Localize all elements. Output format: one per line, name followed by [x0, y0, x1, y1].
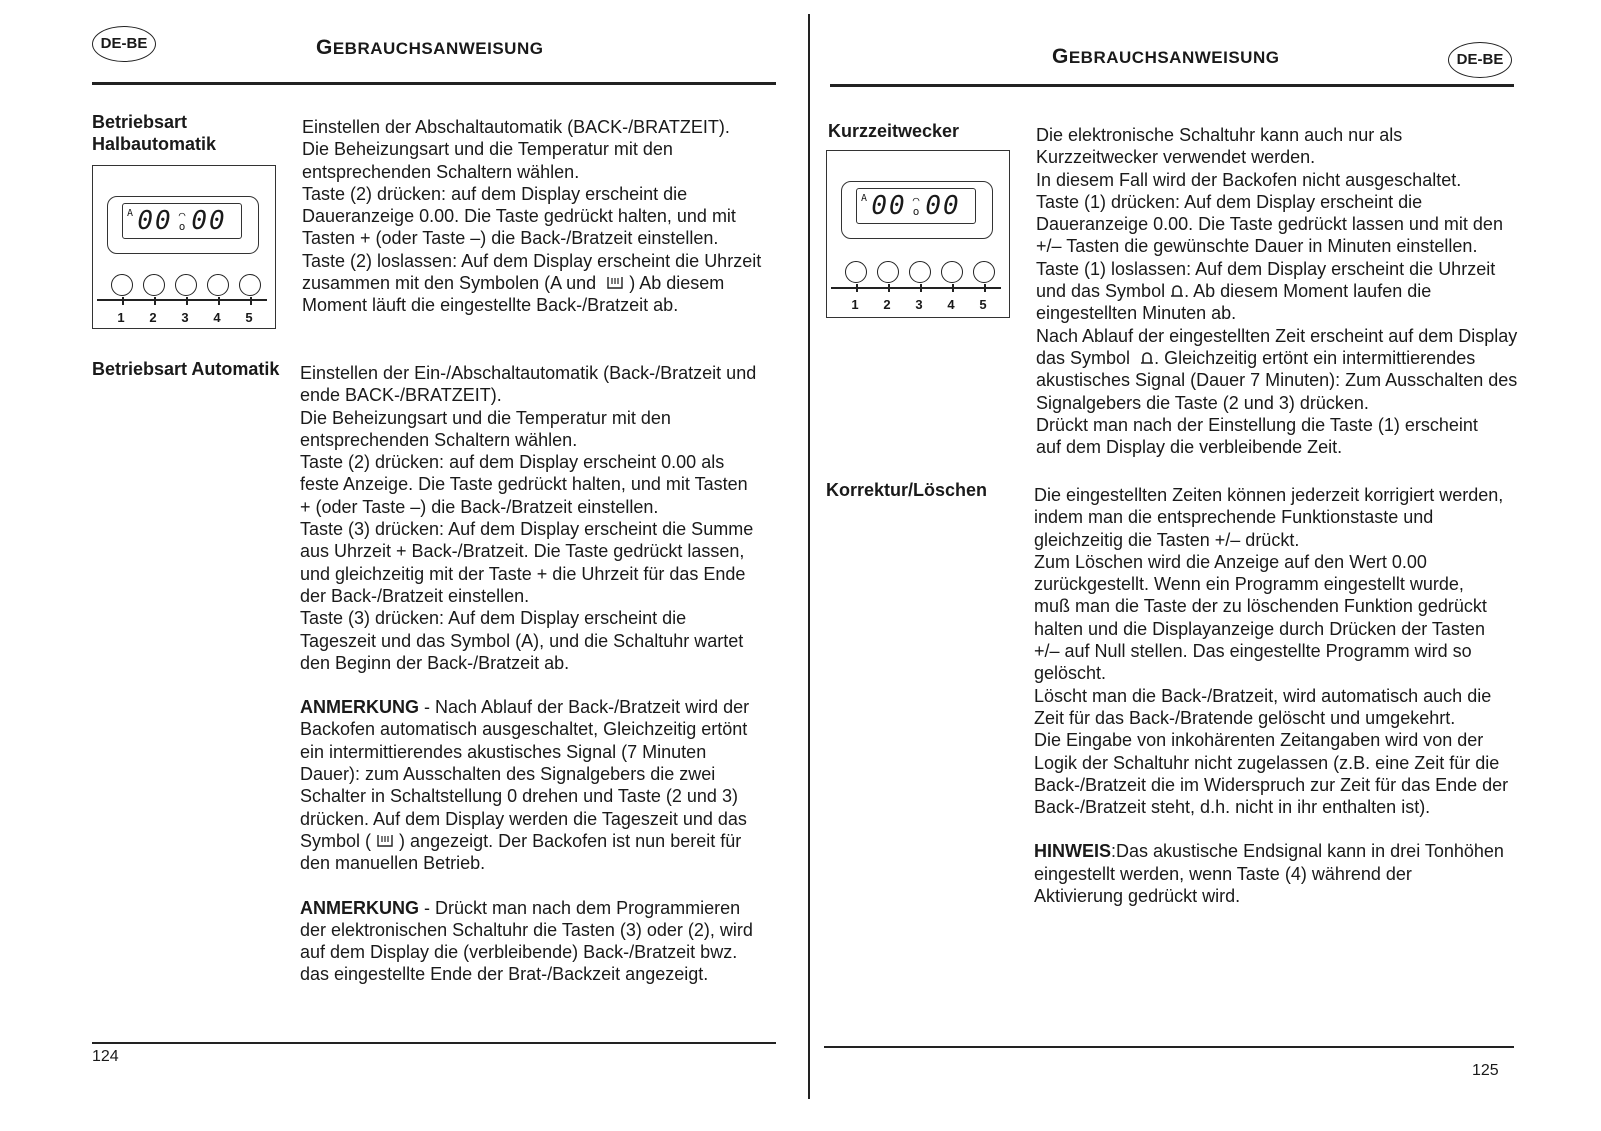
timer-button-2 [143, 274, 165, 296]
text-line: Die Beheizungsart und die Temperatur mit den [300, 407, 671, 428]
text-line: auf dem Display die (verbleibende) Back-/Bratzeit bwz. [300, 942, 738, 963]
button-number: 5 [245, 310, 253, 325]
text-line: Back-/Bratzeit steht, d.h. nicht in ihr enthalten ist). [1034, 797, 1431, 818]
timer-button-1 [111, 274, 133, 296]
text-line: +/– Tasten die gewünschte Dauer in Minuten einstellen. [1036, 236, 1478, 257]
text-line: Zeit für das Back-/Bratende gelöscht und umgekehrt. [1034, 707, 1456, 728]
section-body-halbautomatik [302, 116, 792, 317]
text-line: Einstellen der Ein-/Abschaltautomatik (Back-/Bratzeit und [300, 363, 757, 383]
button-number: 1 [851, 297, 859, 312]
text-line: Back-/Bratzeit die im Widerspruch zur Zeit für das Ende der [1034, 774, 1509, 795]
timer-display-illustration [92, 165, 276, 329]
text-line: entsprechenden Schaltern wählen. [302, 161, 580, 182]
footer-rule [824, 1046, 1514, 1048]
text-line: Die elektronische Schaltuhr kann auch nur als [1036, 125, 1403, 145]
text-line: +/– auf Null stellen. Das eingestellte Programm wird so [1034, 641, 1472, 662]
left-page [0, 0, 800, 1131]
text-line [1036, 280, 1536, 302]
text-line [300, 830, 790, 852]
text-line: + (oder Taste –) die Back-/Bratzeit einstellen. [300, 496, 659, 517]
text-fragment: :Das akustische Endsignal kann in drei Tonhöhen [1111, 841, 1504, 862]
text-fragment: . Gleichzeitig ertönt ein intermittierendes [1154, 347, 1476, 368]
text-line: drücken. Auf dem Display werden die Tageszeit und das [300, 808, 747, 829]
text-line: Löscht man die Back-/Bratzeit, wird automatisch auch die [1034, 685, 1492, 706]
section-body-kurzzeitwecker [1036, 124, 1536, 458]
button-numbers [105, 310, 265, 325]
text-line: eingestellten Minuten ab. [1036, 303, 1237, 324]
page-header-title: GEBRAUCHSANWEISUNG [1052, 45, 1280, 68]
button-row [111, 274, 271, 296]
bell-icon [1140, 350, 1154, 366]
timer-button-5 [239, 274, 261, 296]
note-heading: ANMERKUNG [300, 897, 419, 918]
text-line: zurückgestellt. Wenn ein Programm eingestellt wurde, [1034, 574, 1464, 595]
text-line: indem man die entsprechende Funktionstaste und [1034, 507, 1434, 528]
text-fragment: - Drückt man nach dem Programmieren [419, 897, 741, 918]
timer-button-2 [877, 261, 899, 283]
section-body-automatik [300, 362, 790, 986]
mode-indicator: A [861, 193, 868, 204]
note-line [300, 696, 790, 718]
section-title-line: Halbautomatik [92, 134, 217, 154]
text-line: der Back-/Bratzeit einstellen. [300, 585, 530, 606]
button-baseline [97, 299, 267, 301]
note-heading: ANMERKUNG [300, 697, 419, 718]
display-minutes: 00 [925, 191, 961, 221]
text-line [302, 272, 792, 294]
text-line: Taste (3) drücken: Auf dem Display erscheint die [300, 608, 687, 629]
text-line: Taste (2) loslassen: Auf dem Display erscheint die Uhrzeit [302, 250, 762, 271]
text-line: ein intermittierendes akustisches Signal (7 Minuten [300, 741, 707, 762]
language-badge: DE-BE [1448, 42, 1512, 78]
section-title-kurzzeitwecker: Kurzzeitwecker [828, 121, 960, 141]
page-number: 125 [1472, 1062, 1499, 1079]
display-hours: 00 [871, 191, 907, 221]
section-title-korrektur: Korrektur/Löschen [826, 480, 988, 500]
timer-button-3 [909, 261, 931, 283]
bell-icon: ◠ o [912, 194, 920, 218]
text-line: aus Uhrzeit + Back-/Bratzeit. Die Taste gedrückt lassen, [300, 541, 745, 562]
text-line: akustisches Signal (Dauer 7 Minuten): Zum Ausschalten des [1036, 370, 1518, 391]
timer-button-4 [941, 261, 963, 283]
text-fragment: zusammen mit den Symbolen (A und [302, 273, 597, 294]
text-line: Nach Ablauf der eingestellten Zeit erscheint auf dem Display [1036, 325, 1518, 346]
text-line: Einstellen der Abschaltautomatik (BACK-/BRATZEIT). [302, 117, 730, 137]
text-line: feste Anzeige. Die Taste gedrückt halten, und mit Tasten [300, 474, 748, 495]
text-line: den manuellen Betrieb. [300, 853, 486, 874]
button-number: 4 [213, 310, 221, 325]
text-line: Logik der Schaltuhr nicht zugelassen (z.B. eine Zeit für die [1034, 752, 1500, 773]
button-number: 3 [915, 297, 923, 312]
text-line: entsprechenden Schaltern wählen. [300, 429, 578, 450]
text-line: gelöscht. [1034, 663, 1107, 684]
text-line: Taste (3) drücken: Auf dem Display erscheint die Summe [300, 519, 754, 540]
text-line: Dauer): zum Ausschalten des Signalgebers die zwei [300, 764, 716, 785]
text-line: muß man die Taste der zu löschenden Funktion gedrückt [1034, 596, 1487, 617]
timer-button-3 [175, 274, 197, 296]
text-line: Moment läuft die eingestellte Back-/Bratzeit ab. [302, 295, 679, 316]
bell-icon: ◠ o [178, 209, 186, 233]
text-line: Die Eingabe von inkohärenten Zeitangaben wird von der [1034, 730, 1484, 751]
text-line: eingestellt werden, wenn Taste (4) während der [1034, 863, 1412, 884]
text-line: In diesem Fall wird der Backofen nicht ausgeschaltet. [1036, 169, 1462, 190]
hint-line [1034, 840, 1544, 862]
display-frame [107, 196, 259, 254]
page-number: 124 [92, 1048, 119, 1065]
section-title-automatik: Betriebsart Automatik [92, 359, 280, 379]
text-line: Aktivierung gedrückt wird. [1034, 886, 1241, 907]
mode-indicator: A [127, 208, 134, 219]
page-header-title: GEBRAUCHSANWEISUNG [316, 36, 544, 59]
button-baseline [831, 287, 1001, 289]
heating-icon [606, 275, 624, 291]
text-line: halten und die Displayanzeige durch Drücken der Tasten [1034, 618, 1485, 639]
section-body-korrektur [1034, 484, 1544, 907]
timer-display-illustration [826, 150, 1010, 318]
text-line: Die eingestellten Zeiten können jederzeit korrigiert werden, [1034, 485, 1504, 505]
text-line: auf dem Display die verbleibende Zeit. [1036, 437, 1343, 458]
button-number: 2 [883, 297, 891, 312]
text-fragment: ) angezeigt. Der Backofen ist nun bereit für [399, 830, 742, 851]
text-line: Tasten + (oder Taste –) die Back-/Bratzeit einstellen. [302, 228, 719, 249]
display-hours: 00 [137, 206, 173, 236]
text-fragment: ) Ab diesem [629, 273, 725, 294]
text-line: Drückt man nach der Einstellung die Taste (1) erscheint [1036, 414, 1478, 435]
text-line: Taste (2) drücken: auf dem Display erscheint die [302, 183, 688, 204]
text-line: Daueranzeige 0.00. Die Taste gedrückt lassen und mit den [1036, 214, 1503, 235]
button-number: 2 [149, 310, 157, 325]
text-fragment: . Ab diesem Moment laufen die [1184, 281, 1432, 302]
display-frame [841, 181, 993, 239]
button-numbers [839, 297, 999, 312]
text-line: Schalter in Schaltstellung 0 drehen und Taste (2 und 3) [300, 786, 738, 807]
section-title-halbautomatik [92, 111, 216, 155]
footer-rule [92, 1042, 776, 1044]
text-line: Taste (1) drücken: Auf dem Display erscheint die [1036, 191, 1423, 212]
timer-button-5 [973, 261, 995, 283]
text-line: Die Beheizungsart und die Temperatur mit den [302, 139, 673, 160]
hint-heading: HINWEIS [1034, 841, 1112, 862]
text-line: den Beginn der Back-/Bratzeit ab. [300, 652, 570, 673]
text-fragment: Symbol ( [300, 830, 372, 851]
button-number: 1 [117, 310, 125, 325]
text-line: Tageszeit und das Symbol (A), und die Schaltuhr wartet [300, 630, 744, 651]
text-line: Daueranzeige 0.00. Die Taste gedrückt halten, und mit [302, 206, 736, 227]
button-number: 3 [181, 310, 189, 325]
text-line: Zum Löschen wird die Anzeige auf den Wert 0.00 [1034, 551, 1427, 572]
text-line: Taste (1) loslassen: Auf dem Display erscheint die Uhrzeit [1036, 258, 1496, 279]
heating-icon [376, 833, 394, 849]
text-line: Taste (2) drücken: auf dem Display erscheint 0.00 als [300, 452, 725, 473]
text-line: gleichzeitig die Tasten +/– drückt. [1034, 529, 1300, 550]
language-badge: DE-BE [92, 26, 156, 62]
display-minutes: 00 [191, 206, 227, 236]
button-row [845, 261, 1005, 283]
text-fragment: und das Symbol [1036, 281, 1166, 302]
note-line [300, 897, 790, 919]
text-line: Kurzzeitwecker verwendet werden. [1036, 147, 1316, 168]
text-line: der elektronischen Schaltuhr die Tasten (3) oder (2), wird [300, 919, 753, 940]
text-line [1036, 347, 1536, 369]
display-screen [856, 188, 976, 224]
display-screen [122, 203, 242, 239]
text-fragment: - Nach Ablauf der Back-/Bratzeit wird der [419, 697, 750, 718]
bell-icon [1170, 283, 1184, 299]
header-rule [92, 82, 776, 85]
text-line: ende BACK-/BRATZEIT). [300, 385, 502, 406]
text-line: Backofen automatisch ausgeschaltet, Gleichzeitig ertönt [300, 719, 748, 740]
button-number: 4 [947, 297, 955, 312]
button-number: 5 [979, 297, 987, 312]
timer-button-1 [845, 261, 867, 283]
text-line: das eingestellte Ende der Brat-/Backzeit angezeigt. [300, 964, 709, 985]
section-title-line: Betriebsart [92, 112, 188, 132]
header-rule [830, 84, 1514, 87]
timer-button-4 [207, 274, 229, 296]
right-page [808, 0, 1601, 1131]
text-fragment: das Symbol [1036, 347, 1131, 368]
text-line: Signalgebers die Taste (2 und 3) drücken. [1036, 392, 1369, 413]
text-line: und gleichzeitig mit der Taste + die Uhrzeit für das Ende [300, 563, 746, 584]
